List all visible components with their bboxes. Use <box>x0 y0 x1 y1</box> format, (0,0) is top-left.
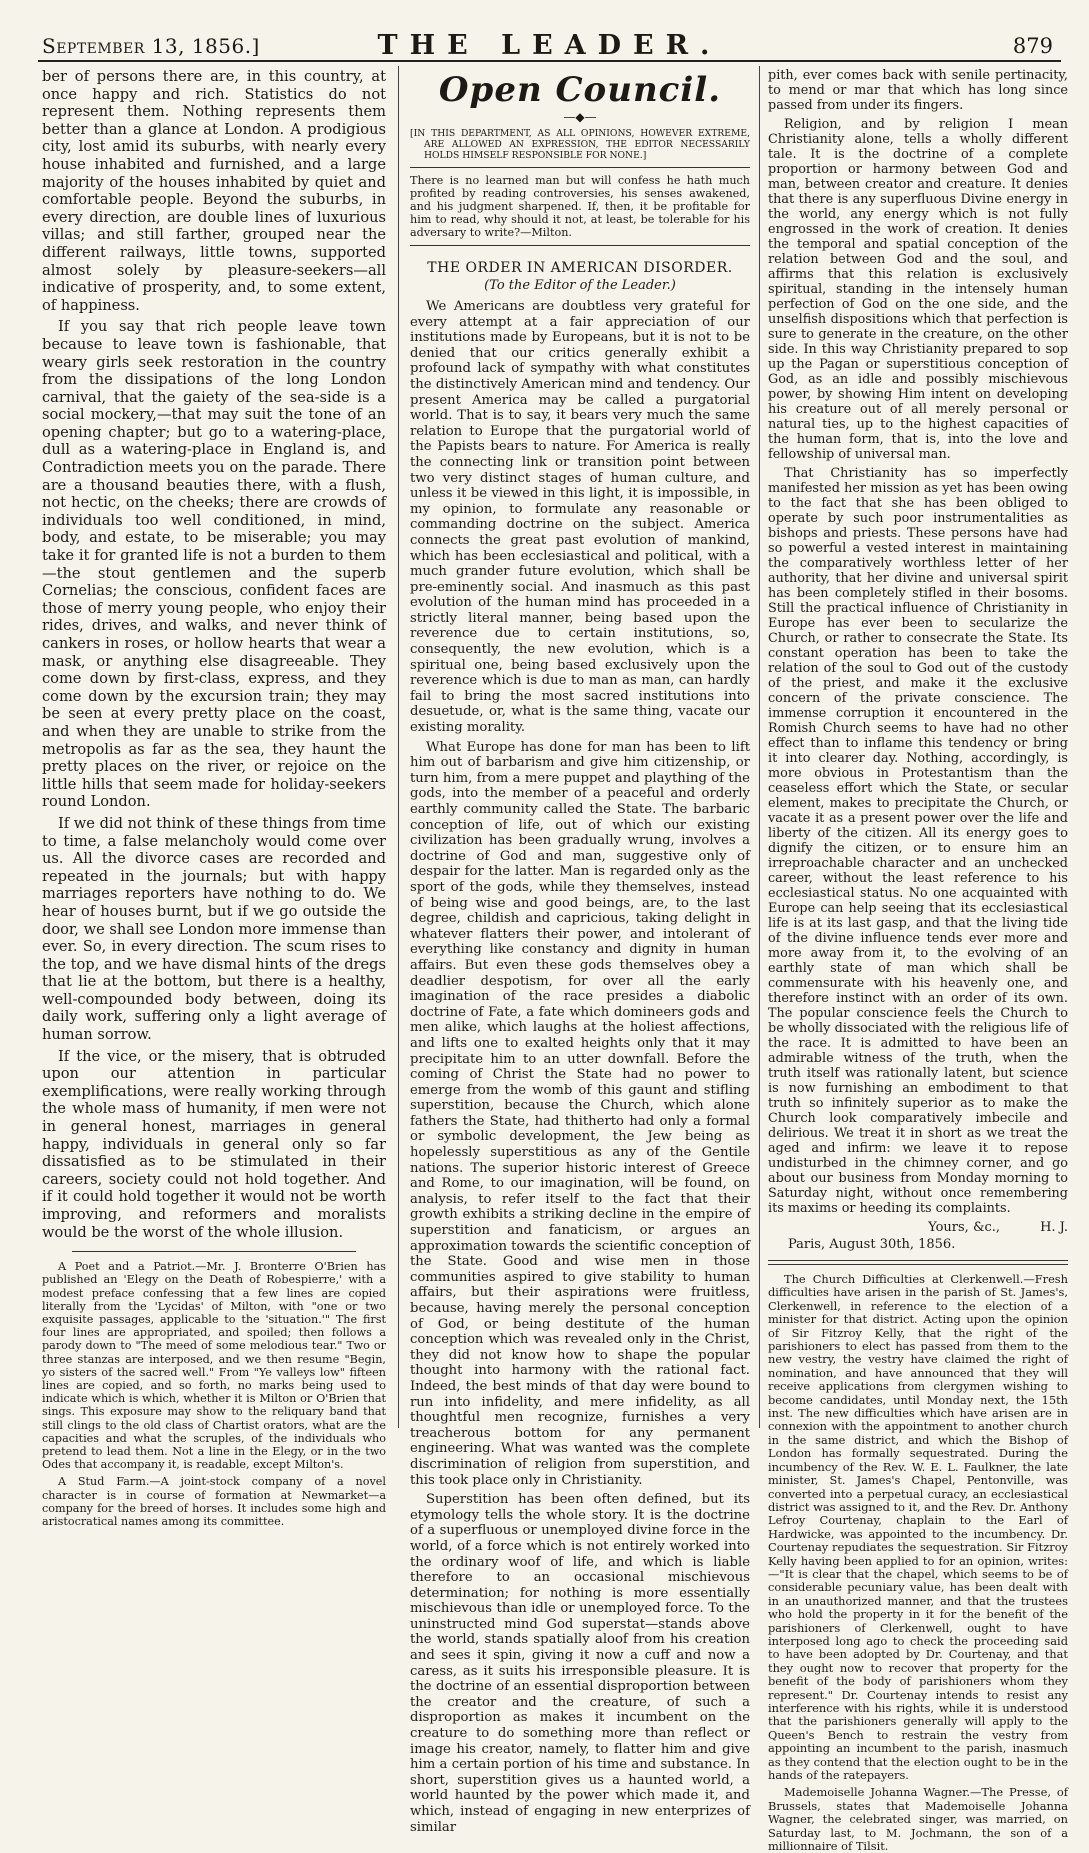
column-rule <box>759 66 760 1428</box>
paragraph: pith, ever comes back with senile pertinacity, to mend or mar that which has long since passed from under its fingers. <box>768 68 1068 113</box>
column-1 <box>42 68 387 1529</box>
article-subtitle: (To the Editor of the Leader.) <box>484 278 676 293</box>
article-title: THE ORDER IN AMERICAN DISORDER. <box>427 260 733 276</box>
column-2 <box>410 68 751 1835</box>
news-notes <box>768 1273 1068 1853</box>
initials: H. J. <box>1040 1220 1068 1235</box>
columns <box>38 62 1068 1853</box>
place-date: Paris, August 30th, 1856. <box>788 1237 956 1252</box>
essay-continuation <box>42 68 386 1241</box>
news-item: A Stud Farm.—A joint-stock company of a novel character is in course of formation at Newmarket—a company for the breed of horses. It includes some high and aristocratical names among its committee. <box>42 1475 386 1529</box>
double-divider <box>768 1260 1068 1265</box>
ornament-icon: —◆— <box>563 110 597 124</box>
paragraph: ber of persons there are, in this country, at once happy and rich. Statistics do not represent them. Nothing represents them better than a glance at London. A prodigious city, lost amid its suburbs, with nearly every house inhabited and furnished, and a large majority of the houses inhabited by quiet and comfortable people. Beyond the suburbs, in every direction, are double lines of luxurious villas; and still farther, grouped near the different railways, little towns, supported almost solely by pleasure-seekers—all indicative of prosperity, and, to some extent, of happiness. <box>42 68 386 314</box>
milton-motto: There is no learned man but will confess he hath much profited by reading controversies, his senses awakened, and his judgment sharpened. If, then, it be profitable for him to read, why should it not, at least, be tolerable for his adversary to write?—Milton. <box>410 167 750 246</box>
news-item: The Church Difficulties at Clerkenwell.—Fresh difficulties have arisen in the parish of St. James's, Clerkenwell, in reference to the election of a minister for that district. Acting upon the opinion of Sir Fitzroy Kelly, that the right of the parishioners to elect has passed from them to the new vestry, the vestry have claimed the right of nomination, and have announced that they will receive applications from clergymen wishing to become candidates, until Monday next, the 15th inst. The new difficulties which have arisen are in connexion with the appointment to another church in the same district, and which the Bishop of London has formally sequestrated. During the incumbency of the Rev. W. E. L. Faulkner, the late minister, St. James's Chapel, Pentonville, was converted into a perpetual curacy, an ecclesiastical district was assigned to it, and the Rev. Dr. Anthony Lefroy Courtenay, chaplain to the Earl of Hardwicke, was appointed to the incumbency. Dr. Courtenay repudiates the sequestration. Sir Fitzroy Kelly having been applied to for an opinion, writes:—"It is clear that the chapel, which seems to be of considerable pecuniary value, has been dealt with in an unauthorized manner, and that the trustees who hold the property in it for the benefit of the parishioners of Clerkenwell, ought to have interposed long ago to check the proceeding said to have been adopted by Dr. Courtenay, and that they ought now to recover that property for the benefit of the body of parishioners whom they represent." Dr. Courtenay intends to resist any interference with his rights, while it is understood that the parishioners generally will apply to the Queen's Bench to restrain the vestry from appointing an incumbent to the parish, inasmuch as they contend that the election ought to be in the hands of the ratepayers. <box>768 1272 1068 1783</box>
news-item: Mademoiselle Johanna Wagner.—The Presse, of Brussels, states that Mademoiselle Johanna Wagner, the celebrated singer, was married, on Saturday last, to M. Jochmann, the son of a millionnaire of Tilsit. <box>768 1785 1068 1853</box>
news-item: A Poet and a Patriot.—Mr. J. Bronterre O'Brien has published an 'Elegy on the Death of Robespierre,' with a modest preface confessing that a few lines are copied literally from the 'Lycidas' of Milton, with "one or two exquisite passages, applicable to the 'situation.'" The first four lines are appropriated, and spoiled; then follows a parody down to "The meed of some melodious tear." Two or three stanzas are interposed, and we then resume "Begin, yo sisters of the sacred well." From "Ye valleys low" fifteen lines are copied, and so forth, no marks being used to indicate which is which, whether it is Milton or O'Brien that sings. This exposure may show to the reliquary band that still clings to the old class of Chartist orators, what are the capacities and what the scruples, of the individuals who pretend to lead them. Not a line in the Elegy, or in the two Odes that accompany it, is readable, except Milton's. <box>42 1260 386 1472</box>
paragraph: Superstition has been often defined, but its etymology tells the whole story. It is the doctrine of a superfluous or unemployed divine force in the world, of a force which is not entirely worked into the ordinary woof of life, and which is liable therefore to an occasional mischievous determination; for nothing is more essentially mischievous than idle or unemployed force. To the uninstructed mind God superstat—stands above the world, stands spatially aloof from his creation and sees it spin, giving it now a cuff and now a caress, as it suits his irresponsible pleasure. It is the doctrine of an essential disproportion between the creator and the creature, of such a disproportion as makes it incumbent on the creature to do something more than reflect or image his creator, namely, to flatter him and give him a certain portion of his time and substance. In short, superstition gives us a haunted world, a world haunted by the power which made it, and which, instead of engaging in new enterprizes of similar <box>410 1492 750 1835</box>
issue-date: September 13, 1856.] <box>42 34 260 58</box>
page-number: 879 <box>1012 34 1053 58</box>
divider <box>72 1251 356 1252</box>
paragraph: If we did not think of these things from time to time, a false melancholy would come over us. All the divorce cases are recorded and repeated in the journals; but with happy marriages reporters have nothing to do. We hear of houses burnt, but if we go outside the door, we shall see London more immense than ever. So, in every direction. The scum rises to the top, and we have dismal hints of the dregs that lie at the bottom, but there is a healthy, well-compounded body between, doing its daily work, suffering only a light average of human sorrow. <box>42 814 387 1044</box>
section-title: Open Council. <box>438 70 722 110</box>
column-rule <box>398 66 399 1428</box>
paragraph: If the vice, or the misery, that is obtruded upon our attention in particular exemplifications, were really working through the whole mass of humanity, if men were not in general honest, marriages in general happy, individuals in general only so far dissatisfied as to be stimulated in their careers, society could not hold together. And if it could hold together it would not be worth improving, and reformers and moralists would be the worst of the whole illusion. <box>42 1047 386 1241</box>
paragraph: What Europe has done for man has been to lift him out of barbarism and give him citizenship, or turn him, from a mere puppet and plaything of the gods, into the member of a peaceful and orderly earthly community called the State. The barbaric conception of life, out of which our existing civilization has been gradually wrung, involves a doctrine of God and man, suggestive only of despair for the latter. Man is regarded only as the sport of the gods, while they themselves, instead of being wise and good beings, are, to the last degree, childish and capricious, taking delight in whatever flatters their power, and intolerant of everything like constancy and dignity in human affairs. But even these gods themselves obey a deadlier despotism, for over all the early imagination of the race presides a diabolic doctrine of Fate, a fate which domineers gods and men alike, which laughs at the holiest affections, and lifts one to exalted heights only that it may precipitate him to an utter downfall. Before the coming of Christ the State had no power to emerge from the womb of this gaunt and stifling superstition, because the Church, which alone fathers the State, had thitherto had only a formal or symbolic development, the Jew being as hopelessly superstitious as any of the Gentile nations. The superior historic interest of Greece and Rome, to our imagination, will be found, on analysis, to refer itself to the fact that their growth exhibits a striking decline in the empire of superstition and fanaticism, or argues an approximation towards the scientific conception of the State. Good and wise men in those communities aspired to give stability to human affairs, but their aspirations were fruitless, because, having merely the personal conception of God, or being destitute of the human conception which was revealed only in the Christ, they did not know how to shape the popular thought into harmony with the rational fact. Indeed, the best minds of that day were bound to run into infidelity, and mere infidelity, as all thoughtful men recognize, furnishes a very treacherous bottom for any permanent engineering. What was wanted was the complete discrimination of religion from superstition, and this took place only in Christianity. <box>410 739 751 1488</box>
editor-disclaimer: [IN THIS DEPARTMENT, AS ALL OPINIONS, HOWEVER EXTREME, ARE ALLOWED AN EXPRESSION, THE EDITOR NECESSARILY HOLDS HIMSELF RESPONSIBLE FOR NONE.] <box>410 128 750 161</box>
paragraph: If you say that rich people leave town because to leave town is fashionable, that weary girls seek restoration in the country from the dissipations of the long London carnival, that the gaiety of the sea-side is a social mockery,—that may suit the tone of an opening chapter; but go to a watering-place, dull as a watering-place in England is, and Contradiction meets you on the parade. There are a thousand beauties there, with a flush, not hectic, on the cheeks; there are crowds of individuals too well conditioned, in mind, body, and estate, to be miserable; you may take it for granted life is not a burden to them—the stout gentlemen and the superb Cornelias; the conscious, confident faces are those of merry young people, who enjoy their rides, drives, and walks, and never think of cankers in roses, or hollow hearts that wear a mask, or anything else disagreeable. They come down by first-class, express, and they come down by the excursion train; they may be seen at every pretty place on the coast, and when they are unable to strike from the metropolis as far as the sea, they haunt the pretty places on the river, or rejoice on the little hills that seem made for holiday-seekers round London. <box>42 318 386 811</box>
signature <box>768 1220 1068 1235</box>
paragraph: That Christianity has so imperfectly manifested her mission as yet has been owing to the fact that she has been obliged to operate by such poor instrumentalities as bishops and priests. These persons have had so powerful a vested interest in maintaining the comparatively worthless letter of her authority, that her divine and universal spirit has been completely stifled in their bosoms. Still the practical influence of Christianity in Europe has ever been to secularize the Church, or rather to consecrate the State. Its constant operation has been to take the relation of the soul to God out of the custody of the priest, and make it the exclusive concern of the private conscience. The immense corruption it encountered in the Romish Church seems to have had no other effect than to inflame this tendency or bring it into clearer day. Nothing, accordingly, is more obvious in Protestantism than the ceaseless effort which the State, or secular element, makes to precipitate the Church, or vacate it as a present power over the life and liberty of the citizen. All its energy goes to dignify the citizen, or to ensure him an irreproachable character and an unchecked career, without the least reference to his ecclesiastical status. No one acquainted with Europe can help seeing that its ecclesiastical life is at its last gasp, and that the living tide of the divine influence tends ever more and more away from it, to the evolving of an earthly state of man which shall be commensurate with his heavenly one, and therefore instinct with an order of its own. The popular conscience feels the Church to be wholly dissociated with the religious life of the race. It is admitted to have been an admirable witness of the truth, when the truth itself was rationally latent, but science is now furnishing an embodiment to that truth so infinitely superior as to make the Church look comparatively imbecile and delirious. We treat it in short as we treat the aged and infirm: we leave it to repose undisturbed in the chimney corner, and go about our business from Monday morning to Saturday night, without once remembering its maxims or heeding its complaints. <box>768 466 1068 1216</box>
paragraph: Religion, and by religion I mean Christianity alone, tells a wholly different tale. It is the doctrine of a complete proportion or harmony between God and man, between creator and creature. It denies that there is any superfluous Divine energy in the world, any energy which is not fully engrossed in the work of creation. It denies the temporal and spatial conception of the relation between God and the soul, and affirms that this relation is exclusively spiritual, standing in the intensely human perfection of God on the one side, and the unselfish dispositions which that perfection is sure to generate in the creature, on the other side. In this way Christianity prepared to sop up the Pagan or superstitious conception of God, as an idle and possibly mischievous power, by showing Him intent on developing his creature out of all merely personal or natural ties, up to the highest capacities of the human form, that is, into the love and fellowship of universal man. <box>768 117 1068 462</box>
masthead <box>38 14 1061 62</box>
news-notes <box>42 1260 386 1528</box>
column-3 <box>768 68 1068 1853</box>
newspaper-title: THE LEADER. <box>377 30 722 61</box>
closing: Yours, &c., <box>928 1220 1001 1235</box>
paragraph: We Americans are doubtless very grateful for every attempt at a fair appreciation of our institutions made by Europeans, but it is not to be denied that our critics generally exhibit a profound lack of sympathy with what constitutes the distinctively American mind and tendency. Our present America may be called a purgatorial world. That is to say, it bears very much the same relation to Europe that the purgatorial world of the Papists bears to nature. For America is really the connecting link or transition point between two very distinct stages of human culture, and unless it be viewed in this light, it is impossible, in my opinion, to formulate any reasonable or commanding doctrine on the subject. America connects the great past evolution of mankind, which has been ecclesiastical and political, with a much grander future evolution, which shall be pre-eminently social. And inasmuch as this past evolution of the human mind has proceeded in a strictly literal manner, being based upon the reverence due to certain institutions, so, consequently, the new evolution, which is a spiritual one, being based exclusively upon the reverence which is due to man as man, can hardly fail to bring the most sacred institutions into desuetude, or, what is the same thing, vacate our existing morality. <box>410 299 750 736</box>
